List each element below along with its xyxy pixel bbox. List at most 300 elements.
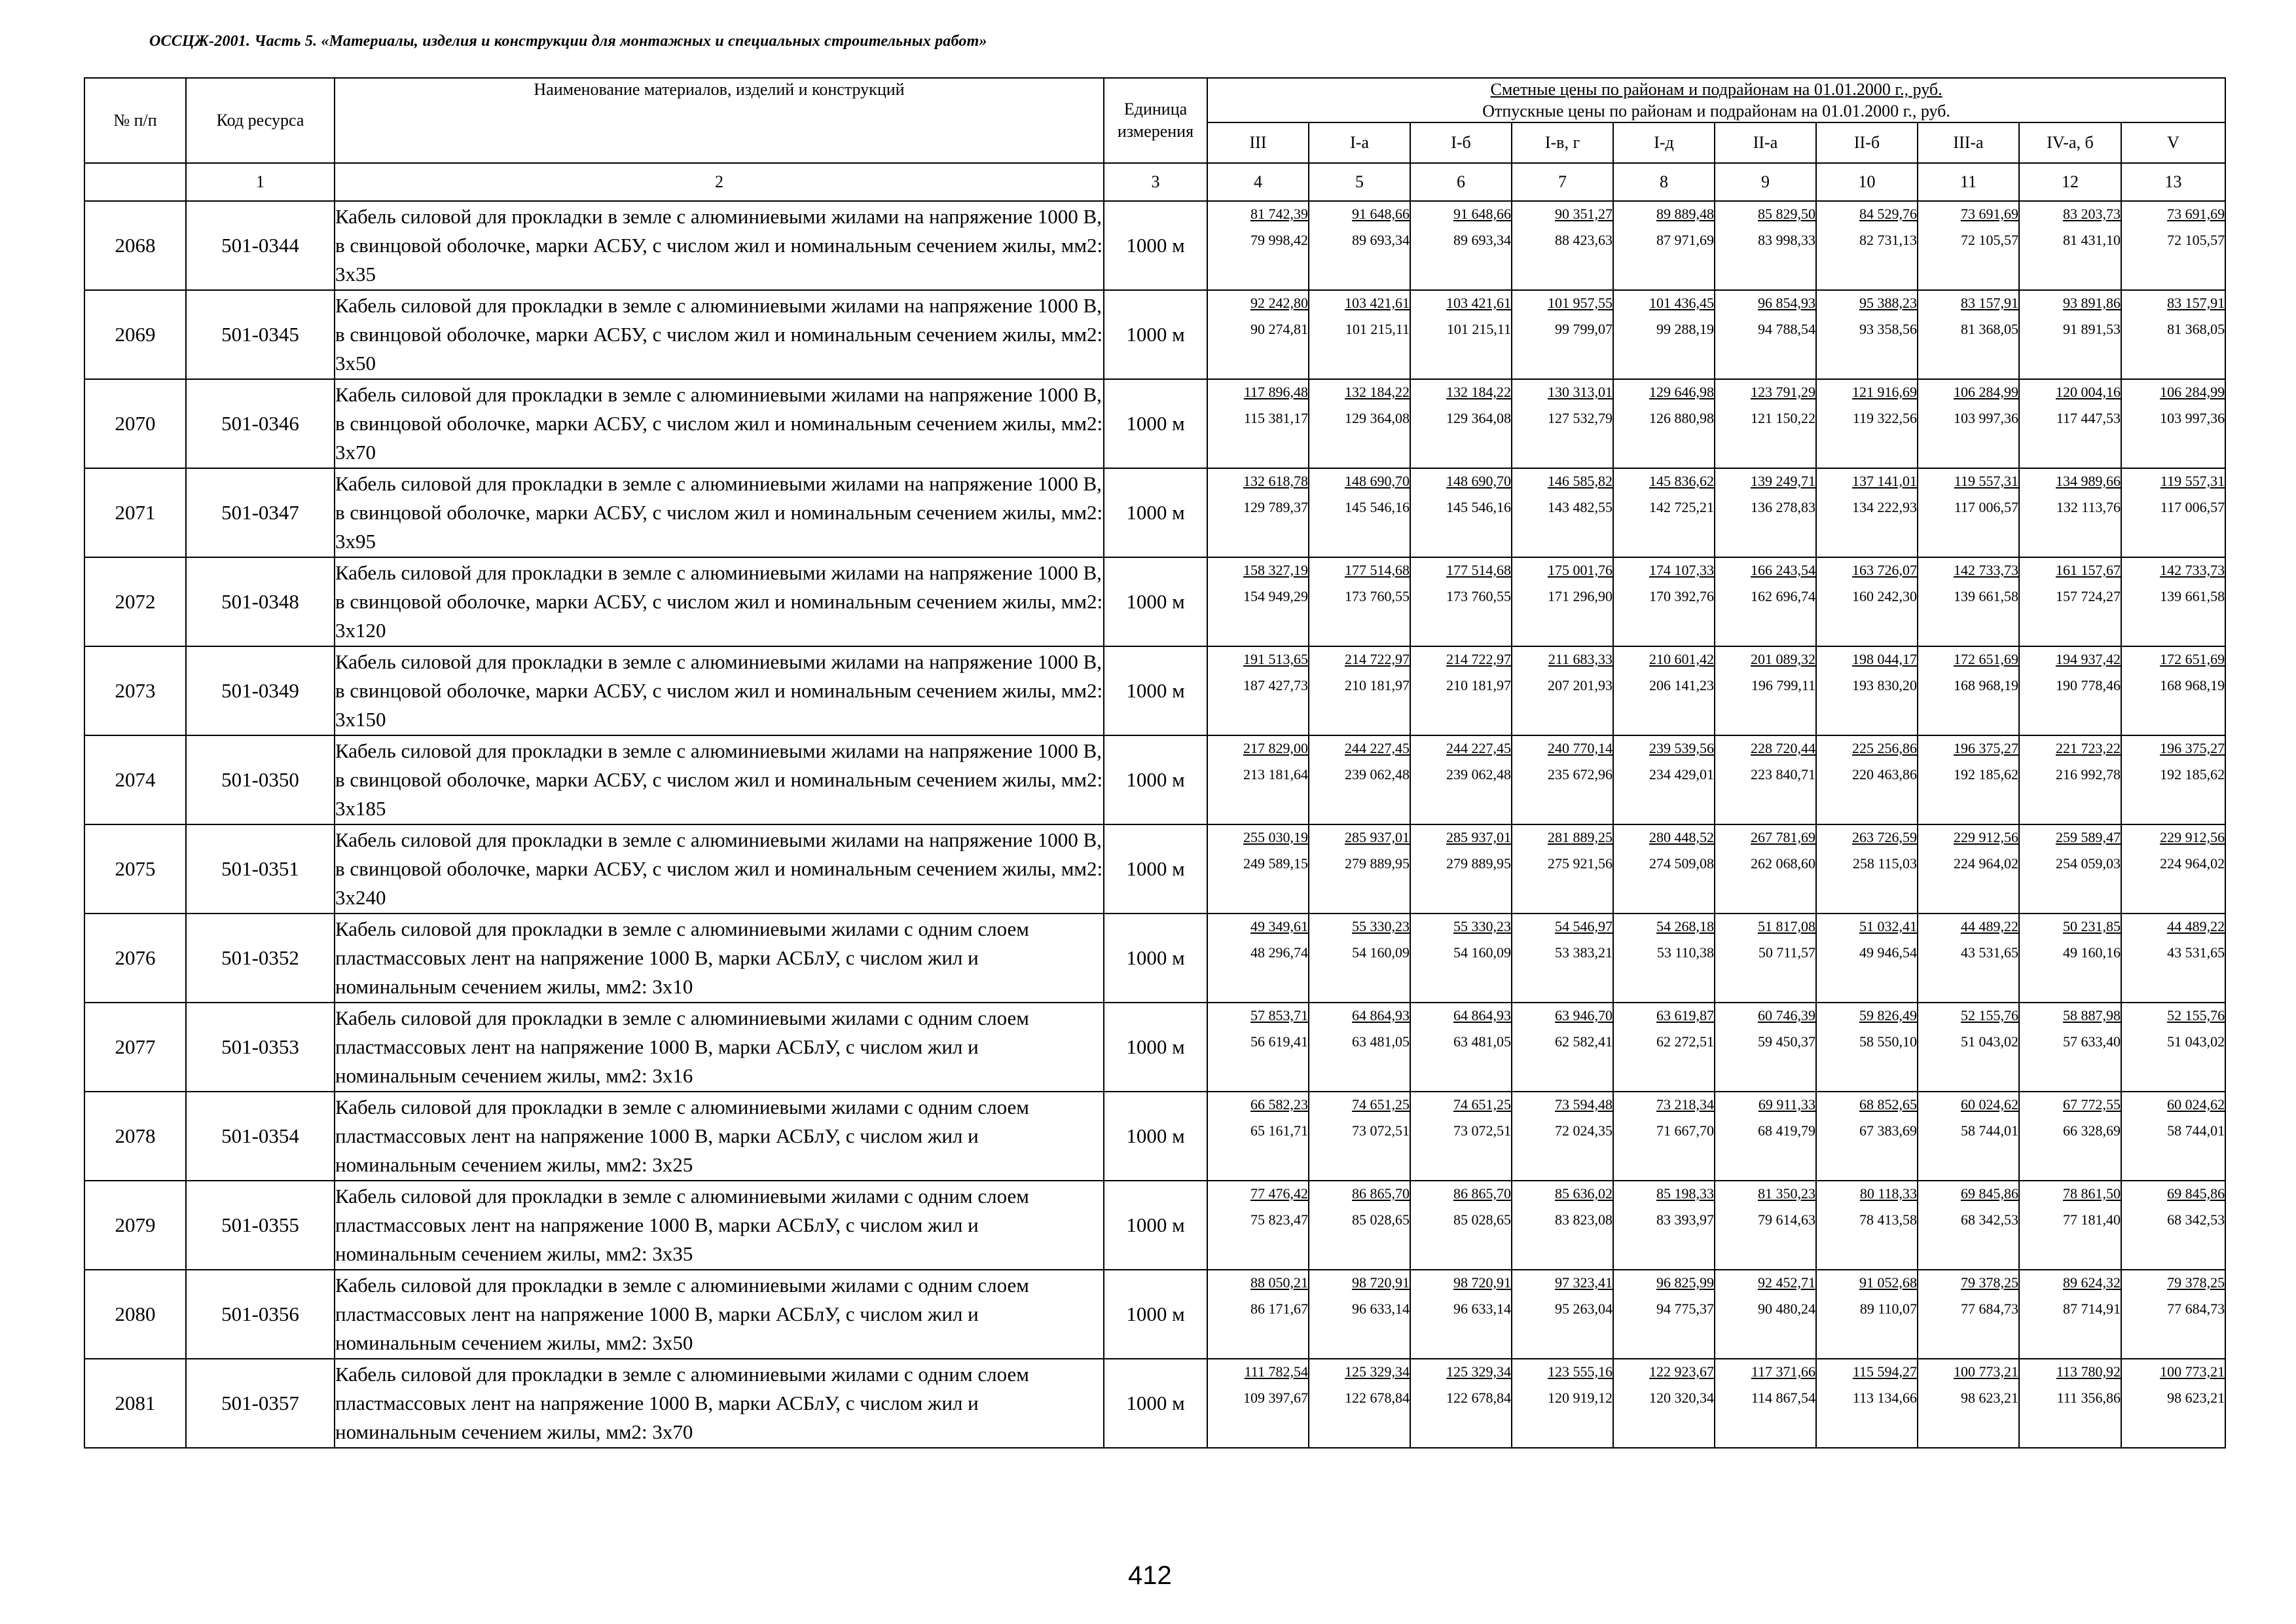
release-price: 66 328,69 <box>2063 1122 2121 1139</box>
release-price: 275 921,56 <box>1548 855 1613 872</box>
estimate-price: 91 648,66 <box>1352 206 1410 222</box>
release-price: 249 589,15 <box>1243 855 1308 872</box>
resource-code: 501-0348 <box>186 557 335 646</box>
estimate-price: 117 896,48 <box>1243 384 1308 400</box>
estimate-price: 263 726,59 <box>1852 829 1917 845</box>
release-price: 239 062,48 <box>1345 766 1410 783</box>
price-cell <box>2121 913 2225 1003</box>
release-price: 258 115,03 <box>1852 855 1917 872</box>
estimate-price: 158 327,19 <box>1243 562 1308 578</box>
unit-of-measure: 1000 м <box>1104 1092 1207 1181</box>
release-price: 95 263,04 <box>1555 1301 1613 1317</box>
table-row <box>84 824 2225 913</box>
release-price: 274 509,08 <box>1649 855 1714 872</box>
price-cell <box>2121 824 2225 913</box>
unit-of-measure: 1000 м <box>1104 1003 1207 1092</box>
release-price: 101 215,11 <box>1446 321 1511 337</box>
estimate-price: 281 889,25 <box>1548 829 1613 845</box>
estimate-price: 63 619,87 <box>1656 1007 1714 1024</box>
price-cell <box>1309 468 1410 557</box>
estimate-price: 101 957,55 <box>1548 295 1613 311</box>
resource-code: 501-0354 <box>186 1092 335 1181</box>
price-cell <box>1410 379 1512 468</box>
estimate-price: 122 923,67 <box>1649 1363 1714 1380</box>
estimate-price: 57 853,71 <box>1250 1007 1308 1024</box>
estimate-price: 59 826,49 <box>1859 1007 1917 1024</box>
release-price: 139 661,58 <box>2160 588 2225 604</box>
price-cell <box>2019 468 2121 557</box>
region-header: II-б <box>1816 122 1918 163</box>
price-cell <box>1715 1003 1816 1092</box>
estimate-price: 52 155,76 <box>2167 1007 2225 1024</box>
price-cell <box>2019 201 2121 290</box>
release-price: 121 150,22 <box>1751 410 1815 426</box>
price-cell <box>1918 646 2019 735</box>
release-price: 154 949,29 <box>1243 588 1308 604</box>
column-number: 13 <box>2121 163 2225 201</box>
release-price: 224 964,02 <box>2160 855 2225 872</box>
release-price: 51 043,02 <box>1961 1033 2018 1050</box>
row-number: 2076 <box>84 913 186 1003</box>
price-cell <box>1410 824 1512 913</box>
estimate-price: 201 089,32 <box>1751 651 1815 667</box>
release-price: 223 840,71 <box>1751 766 1815 783</box>
price-cell <box>1816 913 1918 1003</box>
estimate-price: 90 351,27 <box>1555 206 1613 222</box>
release-price: 190 778,46 <box>2056 677 2121 693</box>
release-price: 54 160,09 <box>1352 944 1410 961</box>
release-price: 73 072,51 <box>1453 1122 1511 1139</box>
row-number: 2080 <box>84 1270 186 1359</box>
price-cell <box>1309 290 1410 379</box>
unit-of-measure: 1000 м <box>1104 290 1207 379</box>
estimate-price: 132 184,22 <box>1345 384 1410 400</box>
estimate-price: 285 937,01 <box>1345 829 1410 845</box>
price-cell <box>1207 201 1309 290</box>
estimate-price: 280 448,52 <box>1649 829 1714 845</box>
estimate-price: 73 594,48 <box>1555 1096 1613 1113</box>
price-cell <box>1512 913 1613 1003</box>
price-cell <box>1207 468 1309 557</box>
release-price: 75 823,47 <box>1250 1211 1308 1228</box>
price-cell <box>1918 557 2019 646</box>
estimate-price: 98 720,91 <box>1453 1274 1511 1291</box>
release-price: 58 550,10 <box>1859 1033 1917 1050</box>
estimate-price: 101 436,45 <box>1649 295 1714 311</box>
price-cell <box>2019 646 2121 735</box>
estimate-price: 68 852,65 <box>1859 1096 1917 1113</box>
estimate-price: 228 720,44 <box>1751 740 1815 756</box>
price-cell <box>2121 557 2225 646</box>
unit-of-measure: 1000 м <box>1104 646 1207 735</box>
price-cell <box>2121 735 2225 824</box>
estimate-price: 177 514,68 <box>1446 562 1511 578</box>
estimate-price: 54 268,18 <box>1656 918 1714 934</box>
release-price: 262 068,60 <box>1751 855 1815 872</box>
table-row <box>84 913 2225 1003</box>
price-cell <box>1613 1181 1715 1270</box>
estimate-price: 67 772,55 <box>2063 1096 2121 1113</box>
price-cell <box>1512 1359 1613 1448</box>
estimate-price: 60 746,39 <box>1758 1007 1815 1024</box>
estimate-price: 214 722,97 <box>1345 651 1410 667</box>
estimate-price: 229 912,56 <box>1954 829 2018 845</box>
price-cell <box>1816 468 1918 557</box>
release-price: 99 288,19 <box>1656 321 1714 337</box>
release-price: 89 693,34 <box>1352 232 1410 248</box>
estimate-price: 125 329,34 <box>1446 1363 1511 1380</box>
column-number: 4 <box>1207 163 1309 201</box>
price-cell <box>1410 646 1512 735</box>
price-cell <box>1918 1359 2019 1448</box>
release-price: 94 788,54 <box>1758 321 1815 337</box>
release-price: 59 450,37 <box>1758 1033 1815 1050</box>
estimate-price: 89 889,48 <box>1656 206 1714 222</box>
price-cell <box>1309 1092 1410 1181</box>
estimate-price: 111 782,54 <box>1244 1363 1308 1380</box>
price-cell <box>1816 646 1918 735</box>
price-cell <box>1207 913 1309 1003</box>
resource-code: 501-0350 <box>186 735 335 824</box>
unit-of-measure: 1000 м <box>1104 824 1207 913</box>
price-cell <box>1816 735 1918 824</box>
estimate-price: 239 539,56 <box>1649 740 1714 756</box>
estimate-price: 66 582,23 <box>1250 1096 1308 1113</box>
price-cell <box>1309 646 1410 735</box>
price-cell <box>1207 824 1309 913</box>
estimate-price: 161 157,67 <box>2056 562 2121 578</box>
region-header: I-в, г <box>1512 122 1613 163</box>
estimate-price: 146 585,82 <box>1548 473 1613 489</box>
material-name: Кабель силовой для прокладки в земле с алюминиевыми жилами на напряжение 1000 В, в свинцовой оболочке, марки АСБУ, с числом жил и номинальным сечением жилы, мм2: 3x70 <box>335 379 1104 468</box>
column-number: 8 <box>1613 163 1715 201</box>
col-header-unit: Единица измерения <box>1104 78 1207 163</box>
estimate-price: 64 864,93 <box>1453 1007 1511 1024</box>
price-cell <box>2019 557 2121 646</box>
estimate-price: 145 836,62 <box>1649 473 1714 489</box>
estimate-price: 44 489,22 <box>1961 918 2018 934</box>
estimate-price: 259 589,47 <box>2056 829 2121 845</box>
header-row-column-numbers <box>84 163 2225 201</box>
price-cell <box>1715 468 1816 557</box>
estimate-price: 83 203,73 <box>2063 206 2121 222</box>
price-cell <box>2121 468 2225 557</box>
release-price: 115 381,17 <box>1243 410 1308 426</box>
release-price: 235 672,96 <box>1548 766 1613 783</box>
price-cell <box>1309 824 1410 913</box>
estimate-price: 137 141,01 <box>1852 473 1917 489</box>
prices-release-label: Отпускные цены по районам и подрайонам на 01.01.2000 г., руб. <box>1482 101 1950 120</box>
price-cell <box>1715 824 1816 913</box>
estimate-price: 132 618,78 <box>1243 473 1308 489</box>
price-cell <box>1715 290 1816 379</box>
estimate-price: 88 050,21 <box>1250 1274 1308 1291</box>
estimate-price: 86 865,70 <box>1453 1185 1511 1202</box>
material-name: Кабель силовой для прокладки в земле с алюминиевыми жилами на напряжение 1000 В, в свинцовой оболочке, марки АСБУ, с числом жил и номинальным сечением жилы, мм2: 3x185 <box>335 735 1104 824</box>
row-number: 2072 <box>84 557 186 646</box>
table-row <box>84 1003 2225 1092</box>
price-cell <box>1613 646 1715 735</box>
region-header: I-д <box>1613 122 1715 163</box>
release-price: 173 760,55 <box>1446 588 1511 604</box>
price-cell <box>1816 1359 1918 1448</box>
column-number: 2 <box>335 163 1104 201</box>
material-name: Кабель силовой для прокладки в земле с алюминиевыми жилами с одним слоем пластмассовых лент на напряжение 1000 В, марки АСБлУ, с числом жил и номинальным сечением жилы, мм2: 3x35 <box>335 1181 1104 1270</box>
estimate-price: 85 198,33 <box>1656 1185 1714 1202</box>
estimate-price: 51 032,41 <box>1859 918 1917 934</box>
price-cell <box>1410 1003 1512 1092</box>
release-price: 50 711,57 <box>1758 944 1815 961</box>
release-price: 220 463,86 <box>1852 766 1917 783</box>
price-cell <box>2121 379 2225 468</box>
estimate-price: 240 770,14 <box>1548 740 1613 756</box>
release-price: 129 364,08 <box>1345 410 1410 426</box>
estimate-price: 172 651,69 <box>2160 651 2225 667</box>
release-price: 67 383,69 <box>1859 1122 1917 1139</box>
release-price: 117 006,57 <box>1954 499 2018 515</box>
price-cell <box>1410 1181 1512 1270</box>
release-price: 162 696,74 <box>1751 588 1815 604</box>
release-price: 122 678,84 <box>1345 1390 1410 1406</box>
estimate-price: 81 350,23 <box>1758 1185 1815 1202</box>
release-price: 68 419,79 <box>1758 1122 1815 1139</box>
release-price: 109 397,67 <box>1243 1390 1308 1406</box>
price-cell <box>2121 1181 2225 1270</box>
table-row <box>84 379 2225 468</box>
estimate-price: 73 218,34 <box>1656 1096 1714 1113</box>
region-header: III-а <box>1918 122 2019 163</box>
estimate-price: 80 118,33 <box>1859 1185 1917 1202</box>
release-price: 122 678,84 <box>1446 1390 1511 1406</box>
price-cell <box>1309 1359 1410 1448</box>
price-cell <box>1207 1092 1309 1181</box>
price-cell <box>2121 1270 2225 1359</box>
price-cell <box>1309 1181 1410 1270</box>
table-body <box>84 201 2225 1448</box>
price-cell <box>1715 379 1816 468</box>
estimate-price: 74 651,25 <box>1453 1096 1511 1113</box>
estimate-price: 244 227,45 <box>1446 740 1511 756</box>
table-row <box>84 201 2225 290</box>
price-cell <box>2019 824 2121 913</box>
price-cell <box>1918 1003 2019 1092</box>
release-price: 134 222,93 <box>1852 499 1917 515</box>
release-price: 68 342,53 <box>2167 1211 2225 1228</box>
material-name: Кабель силовой для прокладки в земле с алюминиевыми жилами на напряжение 1000 В, в свинцовой оболочке, марки АСБУ, с числом жил и номинальным сечением жилы, мм2: 3x95 <box>335 468 1104 557</box>
release-price: 111 356,86 <box>2056 1390 2121 1406</box>
release-price: 53 110,38 <box>1656 944 1714 961</box>
price-cell <box>1613 201 1715 290</box>
row-number: 2075 <box>84 824 186 913</box>
price-cell <box>2019 1270 2121 1359</box>
estimate-price: 214 722,97 <box>1446 651 1511 667</box>
row-number: 2069 <box>84 290 186 379</box>
release-price: 168 968,19 <box>1954 677 2018 693</box>
release-price: 254 059,03 <box>2056 855 2121 872</box>
estimate-price: 120 004,16 <box>2056 384 2121 400</box>
price-cell <box>1410 290 1512 379</box>
estimate-price: 210 601,42 <box>1649 651 1714 667</box>
column-number: 1 <box>186 163 335 201</box>
estimate-price: 221 723,22 <box>2056 740 2121 756</box>
release-price: 89 110,07 <box>1859 1301 1917 1317</box>
release-price: 56 619,41 <box>1250 1033 1308 1050</box>
price-cell <box>1410 1092 1512 1181</box>
estimate-price: 91 052,68 <box>1859 1274 1917 1291</box>
estimate-price: 175 001,76 <box>1548 562 1613 578</box>
price-cell <box>1715 913 1816 1003</box>
release-price: 196 799,11 <box>1751 677 1815 693</box>
unit-of-measure: 1000 м <box>1104 913 1207 1003</box>
price-cell <box>1613 913 1715 1003</box>
estimate-price: 267 781,69 <box>1751 829 1815 845</box>
release-price: 120 919,12 <box>1548 1390 1613 1406</box>
release-price: 234 429,01 <box>1649 766 1714 783</box>
row-number: 2081 <box>84 1359 186 1448</box>
resource-code: 501-0357 <box>186 1359 335 1448</box>
price-cell <box>1816 824 1918 913</box>
price-cell <box>2121 646 2225 735</box>
column-number-spacer <box>84 163 186 201</box>
release-price: 114 867,54 <box>1751 1390 1815 1406</box>
price-cell <box>1816 201 1918 290</box>
release-price: 78 413,58 <box>1859 1211 1917 1228</box>
estimate-price: 83 157,91 <box>1961 295 2018 311</box>
price-cell <box>1715 735 1816 824</box>
release-price: 168 968,19 <box>2160 677 2225 693</box>
price-cell <box>1613 1003 1715 1092</box>
estimate-price: 134 989,66 <box>2056 473 2121 489</box>
price-cell <box>1410 735 1512 824</box>
release-price: 85 028,65 <box>1352 1211 1410 1228</box>
release-price: 187 427,73 <box>1243 677 1308 693</box>
estimate-price: 229 912,56 <box>2160 829 2225 845</box>
estimate-price: 92 242,80 <box>1250 295 1308 311</box>
estimate-price: 69 845,86 <box>2167 1185 2225 1202</box>
table-row <box>84 646 2225 735</box>
estimate-price: 50 231,85 <box>2063 918 2121 934</box>
price-cell <box>1207 290 1309 379</box>
price-cell <box>1207 1181 1309 1270</box>
col-header-code: Код ресурса <box>186 78 335 163</box>
resource-code: 501-0347 <box>186 468 335 557</box>
release-price: 117 006,57 <box>2160 499 2225 515</box>
release-price: 48 296,74 <box>1250 944 1308 961</box>
estimate-price: 60 024,62 <box>2167 1096 2225 1113</box>
price-cell <box>1918 824 2019 913</box>
col-header-num: № п/п <box>84 78 186 163</box>
estimate-price: 91 648,66 <box>1453 206 1511 222</box>
estimate-price: 211 683,33 <box>1548 651 1613 667</box>
release-price: 87 971,69 <box>1656 232 1714 248</box>
price-cell <box>1309 735 1410 824</box>
estimate-price: 73 691,69 <box>2167 206 2225 222</box>
release-price: 213 181,64 <box>1243 766 1308 783</box>
release-price: 72 024,35 <box>1555 1122 1613 1139</box>
row-number: 2079 <box>84 1181 186 1270</box>
price-cell <box>1410 1270 1512 1359</box>
estimate-price: 64 864,93 <box>1352 1007 1410 1024</box>
price-cell <box>1918 1092 2019 1181</box>
price-cell <box>1309 1003 1410 1092</box>
estimate-price: 100 773,21 <box>1954 1363 2018 1380</box>
price-cell <box>1309 379 1410 468</box>
price-cell <box>1512 1092 1613 1181</box>
price-cell <box>1207 1270 1309 1359</box>
estimate-price: 123 791,29 <box>1751 384 1815 400</box>
release-price: 145 546,16 <box>1446 499 1511 515</box>
release-price: 83 393,97 <box>1656 1211 1714 1228</box>
estimate-price: 177 514,68 <box>1345 562 1410 578</box>
price-cell <box>1816 290 1918 379</box>
price-cell <box>1918 290 2019 379</box>
estimate-price: 139 249,71 <box>1751 473 1815 489</box>
column-number: 12 <box>2019 163 2121 201</box>
release-price: 103 997,36 <box>1954 410 2018 426</box>
material-name: Кабель силовой для прокладки в земле с алюминиевыми жилами с одним слоем пластмассовых лент на напряжение 1000 В, марки АСБлУ, с числом жил и номинальным сечением жилы, мм2: 3x10 <box>335 913 1104 1003</box>
price-cell <box>1613 1092 1715 1181</box>
price-cell <box>1816 1003 1918 1092</box>
estimate-price: 123 555,16 <box>1548 1363 1613 1380</box>
release-price: 117 447,53 <box>2056 410 2121 426</box>
material-name: Кабель силовой для прокладки в земле с алюминиевыми жилами с одним слоем пластмассовых лент на напряжение 1000 В, марки АСБлУ, с числом жил и номинальным сечением жилы, мм2: 3x25 <box>335 1092 1104 1181</box>
document-header: ОССЦЖ-2001. Часть 5. «Материалы, изделия и конструкции для монтажных и специальных строительных работ» <box>149 33 987 50</box>
estimate-price: 106 284,99 <box>1954 384 2018 400</box>
resource-code: 501-0351 <box>186 824 335 913</box>
estimate-price: 73 691,69 <box>1961 206 2018 222</box>
estimate-price: 194 937,42 <box>2056 651 2121 667</box>
release-price: 139 661,58 <box>1954 588 2018 604</box>
release-price: 43 531,65 <box>1961 944 2018 961</box>
release-price: 99 799,07 <box>1555 321 1613 337</box>
release-price: 87 714,91 <box>2063 1301 2121 1317</box>
release-price: 79 614,63 <box>1758 1211 1815 1228</box>
release-price: 98 623,21 <box>2167 1390 2225 1406</box>
price-cell <box>1816 557 1918 646</box>
estimate-price: 69 845,86 <box>1961 1185 2018 1202</box>
price-cell <box>1410 913 1512 1003</box>
release-price: 81 431,10 <box>2063 232 2121 248</box>
release-price: 93 358,56 <box>1859 321 1917 337</box>
estimate-price: 92 452,71 <box>1758 1274 1815 1291</box>
release-price: 113 134,66 <box>1852 1390 1917 1406</box>
estimate-price: 100 773,21 <box>2160 1363 2225 1380</box>
estimate-price: 119 557,31 <box>2160 473 2225 489</box>
estimate-price: 84 529,76 <box>1859 206 1917 222</box>
release-price: 239 062,48 <box>1446 766 1511 783</box>
price-cell <box>1207 735 1309 824</box>
price-cell <box>1715 1359 1816 1448</box>
estimate-price: 55 330,23 <box>1453 918 1511 934</box>
row-number: 2074 <box>84 735 186 824</box>
price-cell <box>1918 1181 2019 1270</box>
estimate-price: 89 624,32 <box>2063 1274 2121 1291</box>
unit-of-measure: 1000 м <box>1104 379 1207 468</box>
release-price: 83 823,08 <box>1555 1211 1613 1228</box>
estimate-price: 96 854,93 <box>1758 295 1815 311</box>
release-price: 136 278,83 <box>1751 499 1815 515</box>
estimate-price: 113 780,92 <box>2056 1363 2121 1380</box>
price-cell <box>1816 1270 1918 1359</box>
unit-of-measure: 1000 м <box>1104 1270 1207 1359</box>
estimate-price: 163 726,07 <box>1852 562 1917 578</box>
estimate-price: 55 330,23 <box>1352 918 1410 934</box>
column-number: 11 <box>1918 163 2019 201</box>
estimate-price: 85 636,02 <box>1555 1185 1613 1202</box>
release-price: 193 830,20 <box>1852 677 1917 693</box>
prices-estimate-label: Сметные цены по районам и подрайонам на 01.01.2000 г., руб. <box>1490 80 1942 99</box>
price-cell <box>1309 201 1410 290</box>
